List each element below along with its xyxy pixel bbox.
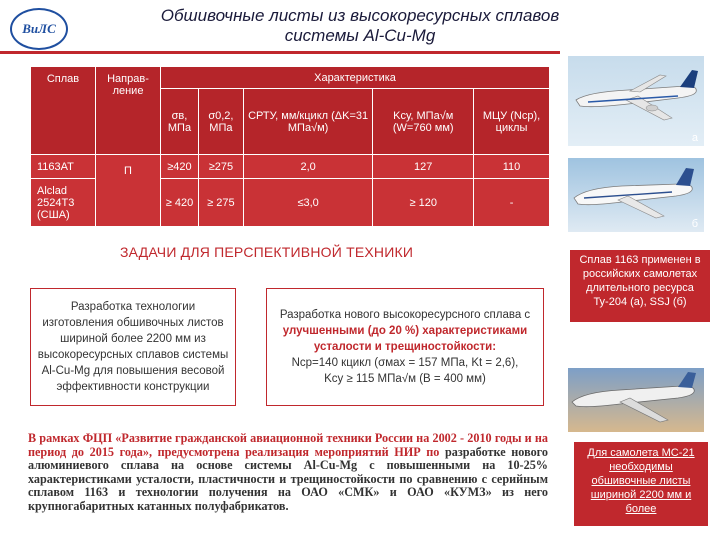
sub-header-crack-rate: СРТУ, мм/кцикл (ΔK=31 МПа√м)	[243, 89, 373, 155]
task-box-technology-text: Разработка технологии изготовления обшивочных листов шириной более 2200 мм из высокоресурсных сплавов системы Al-Cu-Mg для повышения весовой эффективности конструкции	[37, 301, 229, 393]
table-row-alloy: 1163АТ	[31, 155, 96, 179]
sub-header-fracture-toughness: Kсу, МПа√м (W=760 мм)	[373, 89, 474, 155]
header-divider	[0, 51, 560, 54]
title-line-2: системы Al-Cu-Mg	[284, 26, 436, 45]
note-ms21-text: Для самолета МС-21 необходимы обшивочные листы шириной 2200 мм и более	[587, 447, 695, 515]
table-cell: ≥275	[198, 155, 243, 179]
properties-table	[30, 66, 550, 227]
tasks-heading: ЗАДАЧИ ДЛЯ ПЕРСПЕКТИВНОЙ ТЕХНИКИ	[120, 244, 414, 260]
col-direction-header: Направ-ление	[96, 67, 161, 155]
table-cell: ≥ 275	[198, 179, 243, 227]
airplane-icon	[568, 158, 704, 232]
page-title	[120, 6, 600, 46]
program-paragraph-red: В рамках ФЦП «Развитие гражданской авиационной техники России на 2002 - 2010 годы и на период до 2015 года», предусмотрена реализация мероприятий НИР по	[28, 431, 548, 459]
task-box-technology	[30, 288, 236, 406]
company-logo-text: ВиЛС	[22, 21, 56, 36]
sub-header-uts: σв, МПа	[161, 89, 199, 155]
task-box-line: Nср=140 кцикл (σмах = 157 МПа, Kt = 2,6),	[291, 357, 519, 369]
photo-label-a: а	[691, 132, 698, 144]
note-alloy-usage	[570, 250, 710, 322]
note-ms21	[574, 442, 708, 526]
sub-header-ys: σ0,2, МПа	[198, 89, 243, 155]
program-paragraph-black: разработке нового алюминиевого сплава на основе системы Al-Cu-Mg с повышенными на 10-25% характеристиками усталости, пластичности и трещиностойкости по сравнению с серийным сплавом 1163 и технологии получения на ОАО «СМК» и ОАО «КУМЗ» из него крупногабаритных катанных полуфабрикатов.	[28, 444, 548, 513]
airplane-icon	[568, 56, 704, 146]
direction-cell: П	[96, 155, 161, 227]
table-cell: ≥420	[161, 155, 199, 179]
task-box-line: усталости и трещиностойкости:	[313, 341, 497, 353]
airplane-icon	[568, 368, 704, 432]
task-box-line: Kсу ≥ 115 МПа√м (В = 400 мм)	[324, 373, 486, 385]
company-logo	[10, 8, 68, 50]
table-cell: ≥ 420	[161, 179, 199, 227]
table-cell: ≥ 120	[373, 179, 474, 227]
col-alloy-header: Сплав	[31, 67, 96, 155]
table-cell: 127	[373, 155, 474, 179]
task-box-new-alloy	[266, 288, 544, 406]
table-cell: 110	[474, 155, 550, 179]
note-alloy-usage-text: Сплав 1163 применен в российских самолетах длительного ресурса Ту-204 (а), SSJ (б)	[579, 254, 701, 308]
table-cell: ≤3,0	[243, 179, 373, 227]
col-characteristic-header: Характеристика	[161, 67, 550, 89]
aircraft-photo-ms21	[568, 368, 704, 432]
title-line-1: Обшивочные листы из высокоресурсных сплавов	[160, 6, 560, 25]
table-row-alloy: Alclad 2524T3 (США)	[31, 179, 96, 227]
photo-label-b: б	[691, 218, 698, 230]
aircraft-photo-a	[568, 56, 704, 146]
task-box-line: Разработка нового высокоресурсного сплава с	[279, 309, 531, 321]
table-cell: 2,0	[243, 155, 373, 179]
program-paragraph	[28, 432, 548, 513]
task-box-line: улучшенными (до 20 %) характеристиками	[282, 325, 528, 337]
sub-header-fatigue: МЦУ (Nср), циклы	[474, 89, 550, 155]
aircraft-photo-b	[568, 158, 704, 232]
table-cell: -	[474, 179, 550, 227]
